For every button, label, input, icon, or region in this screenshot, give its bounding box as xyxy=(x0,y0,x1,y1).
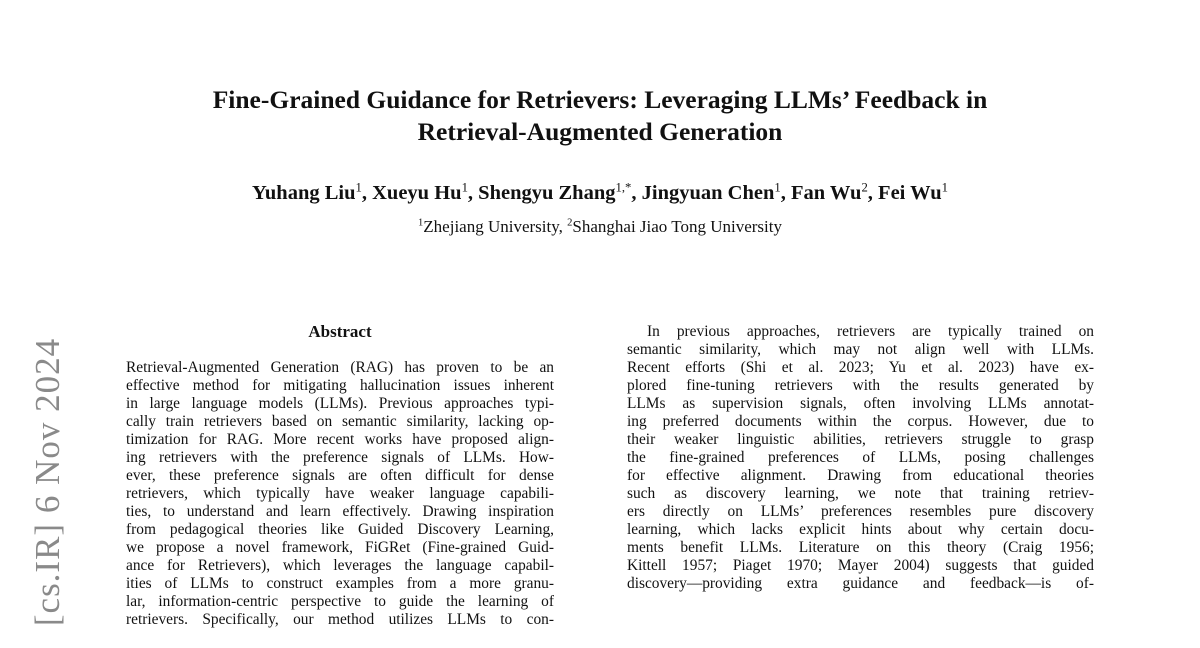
author-affiliation-mark: 1 xyxy=(355,180,362,195)
author-affiliation-mark: 1 xyxy=(774,180,781,195)
text-line: ments benefit LLMs. Literature on this theory (Craig 1956; xyxy=(627,539,1094,556)
text-line: in large language models (LLMs). Previous approaches typi- xyxy=(126,395,554,412)
text-line: Kittell 1957; Piaget 1970; Mayer 2004) suggests that guided xyxy=(627,557,1094,574)
text-line: retrievers. Specifically, our method utilizes LLMs to con- xyxy=(126,611,554,628)
author-name: Yuhang Liu xyxy=(251,182,356,204)
title-line-2: Retrieval-Augmented Generation xyxy=(417,117,783,146)
affiliations xyxy=(100,216,1100,238)
text-line: ing preferred documents within the corpus. However, due to xyxy=(627,413,1094,430)
author-name: Fei Wu xyxy=(878,182,942,204)
text-line: semantic similarity, which may not align well with LLMs. xyxy=(627,341,1094,358)
author-list: Yuhang Liu$^1$, Xueyu Hu$^1$, Shengyu Zhang$^{1,*}$, Jingyuan Chen$^1$, Fan Wu$^2$, Fei Wu$^1$ xyxy=(251,180,949,204)
text-line: lar, information-centric perspective to guide the learning of xyxy=(126,593,554,610)
author-affiliation-mark: 1 xyxy=(941,180,949,195)
paper-title xyxy=(100,84,1100,148)
introduction-body xyxy=(627,323,1094,593)
author-name: Fan Wu xyxy=(790,182,862,204)
text-line: effective method for mitigating hallucination issues inherent xyxy=(126,377,554,394)
text-line: discovery—providing extra guidance and feedback—is of- xyxy=(627,575,1094,592)
affiliation-mark: 1 xyxy=(418,217,424,229)
author-affiliation-mark: 2 xyxy=(861,180,868,195)
text-line: ever, these preference signals are often difficult for dense xyxy=(126,467,554,484)
text-line: ers directly on LLMs’ preferences resembles pure discovery xyxy=(627,503,1094,520)
author-name: Xueyu Hu xyxy=(372,182,462,204)
text-line: learning, which lacks explicit hints about why certain docu- xyxy=(627,521,1094,538)
title-line-1: Fine-Grained Guidance for Retrievers: Leveraging LLMs’ Feedback in xyxy=(212,85,988,114)
abstract-body xyxy=(126,359,554,629)
text-line: ties, to understand and learn effectively. Drawing inspiration xyxy=(126,503,554,520)
author-affiliation-mark: 1 xyxy=(461,180,468,195)
abstract-heading: Abstract xyxy=(308,322,372,341)
text-line: Recent efforts (Shi et al. 2023; Yu et al. 2023) have ex- xyxy=(627,359,1094,376)
text-line: retrievers, which typically have weaker language capabili- xyxy=(126,485,554,502)
text-line: timization for RAG. More recent works have proposed align- xyxy=(126,431,554,448)
text-line: LLMs as supervision signals, often involving LLMs annotat- xyxy=(627,395,1094,412)
text-line: for effective alignment. Drawing from educational theories xyxy=(627,467,1094,484)
text-line: such as discovery learning, we note that training retriev- xyxy=(627,485,1094,502)
text-line: cally train retrievers based on semantic similarity, lacking op- xyxy=(126,413,554,430)
text-line: ance for Retrievers), which leverages the language capabil- xyxy=(126,557,554,574)
text-line: ities of LLMs to construct examples from a more granu- xyxy=(126,575,554,592)
affiliation-name: Shanghai Jiao Tong University xyxy=(572,217,782,236)
text-line: plored fine-tuning retrievers with the results generated by xyxy=(627,377,1094,394)
author-name: Shengyu Zhang xyxy=(478,182,616,204)
text-line: from pedagogical theories like Guided Discovery Learning, xyxy=(126,521,554,538)
affiliation-mark: 2 xyxy=(567,217,573,229)
text-line: we propose a novel framework, FiGRet (Fine-grained Guid- xyxy=(126,539,554,556)
author-affiliation-mark: 1,* xyxy=(615,180,632,195)
arxiv-identifier-text: [cs.IR] 6 Nov 2024 xyxy=(28,337,67,627)
text-line: the fine-grained preferences of LLMs, posing challenges xyxy=(627,449,1094,466)
text-line: ing retrievers with the preference signals of LLMs. How- xyxy=(126,449,554,466)
text-line: In previous approaches, retrievers are typically trained on xyxy=(647,323,1094,340)
author-name: Jingyuan Chen xyxy=(641,182,775,204)
text-line: Retrieval-Augmented Generation (RAG) has proven to be an xyxy=(126,359,554,376)
arxiv-sidebar-stamp xyxy=(24,320,74,640)
text-line: their weaker linguistic abilities, retrievers struggle to grasp xyxy=(627,431,1094,448)
affiliation-name: Zhejiang University, xyxy=(423,217,563,236)
